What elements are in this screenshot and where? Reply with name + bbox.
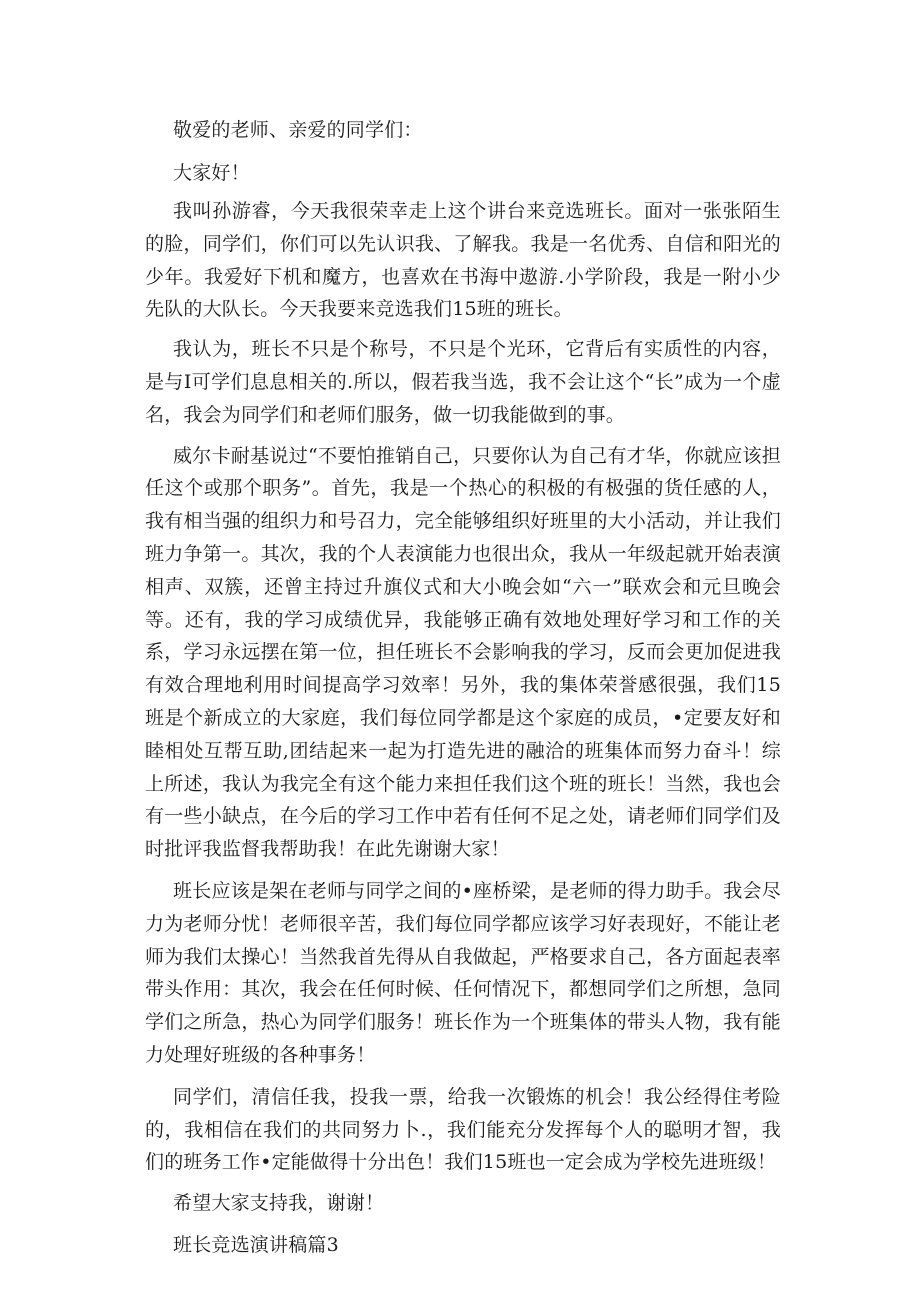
closing-line: 希望大家支持我，谢谢！ [173,1192,385,1215]
paragraph-role-of-monitor: 班长应该是架在老师与同学之间的•座桥梁，是老师的得力助手。我会尽力为老师分忧！老师很辛苦，我们每位同学都应该学习好表现好，不能让老师为我们太操心！当然我首先得从自我做起，严格要求自己，各方面起表率带头作用：其次，我会在任何时候、任何情况下，都想同学们之所想，急同学们之所急，热心为同学们服务！班长作为一个班集体的带头人物，我有能力处理好班级的各种事务！ [145,879,781,1066]
greeting-line: 大家好！ [173,162,250,184]
paragraph-self-introduction: 我叫孙游睿，今天我很荣幸走上这个讲台来竞选班长。面对一张张陌生的脸，同学们，你们可以先认识我、了解我。我是一名优秀、自信和阳光的少年。我爱好下机和魔方，也喜欢在书海中遨游.小学阶段，我是一附小少先队的大队长。今天我要来竞选我们15班的班长。 [145,200,781,321]
next-section-title: 班长竞选演讲稿篇3 [173,1234,339,1257]
paragraph-appeal: 同学们，清信任我，投我一票，给我一次锻炼的机会！我公经得住考险的，我相信在我们的共同努力卜.，我们能充分发挥每个人的聪明才智，我们的班务工作•定能做得十分出色！我们15班也一定会成为学校先进班级！ [145,1085,781,1174]
salutation: 敬爱的老师、亲爱的同学们： [173,119,423,141]
document-body [145,114,781,1261]
paragraph-view-of-monitor: 我认为，班长不只是个称号，不只是个光环，它背后有实质性的内容，是与I可学们息息相关的.所以，假若我当选，我不会让这个“长”成为一个虚名，我会为同学们和老师们服务，做一切我能做到的事。 [145,338,781,426]
paragraph-qualifications: 威尔卡耐基说过“不要怕推销自己，只要你认为自己有才华，你就应该担任这个或那个职务”。首先，我是一个热心的积极的有极强的货任感的人，我有相当强的组织力和号召力，完全能够组织好班里的大小活动，并让我们班力争第一。其次，我的个人表演能力也很出众，我从一年级起就开始表演相声、双簇，还曾主持过升旗仪式和大小晚会如“六一”联欢会和元旦晚会等。还有，我的学习成绩优异，我能够正确有效地处理好学习和工作的关系，学习永远摆在第一位，担任班长不会影响我的学习，反而会更加促进我有效合理地利用时间提高学习效率！另外，我的集体荣誉感很强，我们15班是个新成立的大家庭，我们每位同学都是这个家庭的成员，•定要友好和睦相处互帮互助,团结起来一起为打造先进的融洽的班集体而努力奋斗！综上所述，我认为我完全有这个能力来担任我们这个班的班长！当然，我也会有一些小缺点，在今后的学习工作中若有任何不足之处，请老师们同学们及时批评我监督我帮助我！在此先谢谢大家！ [145,444,781,861]
